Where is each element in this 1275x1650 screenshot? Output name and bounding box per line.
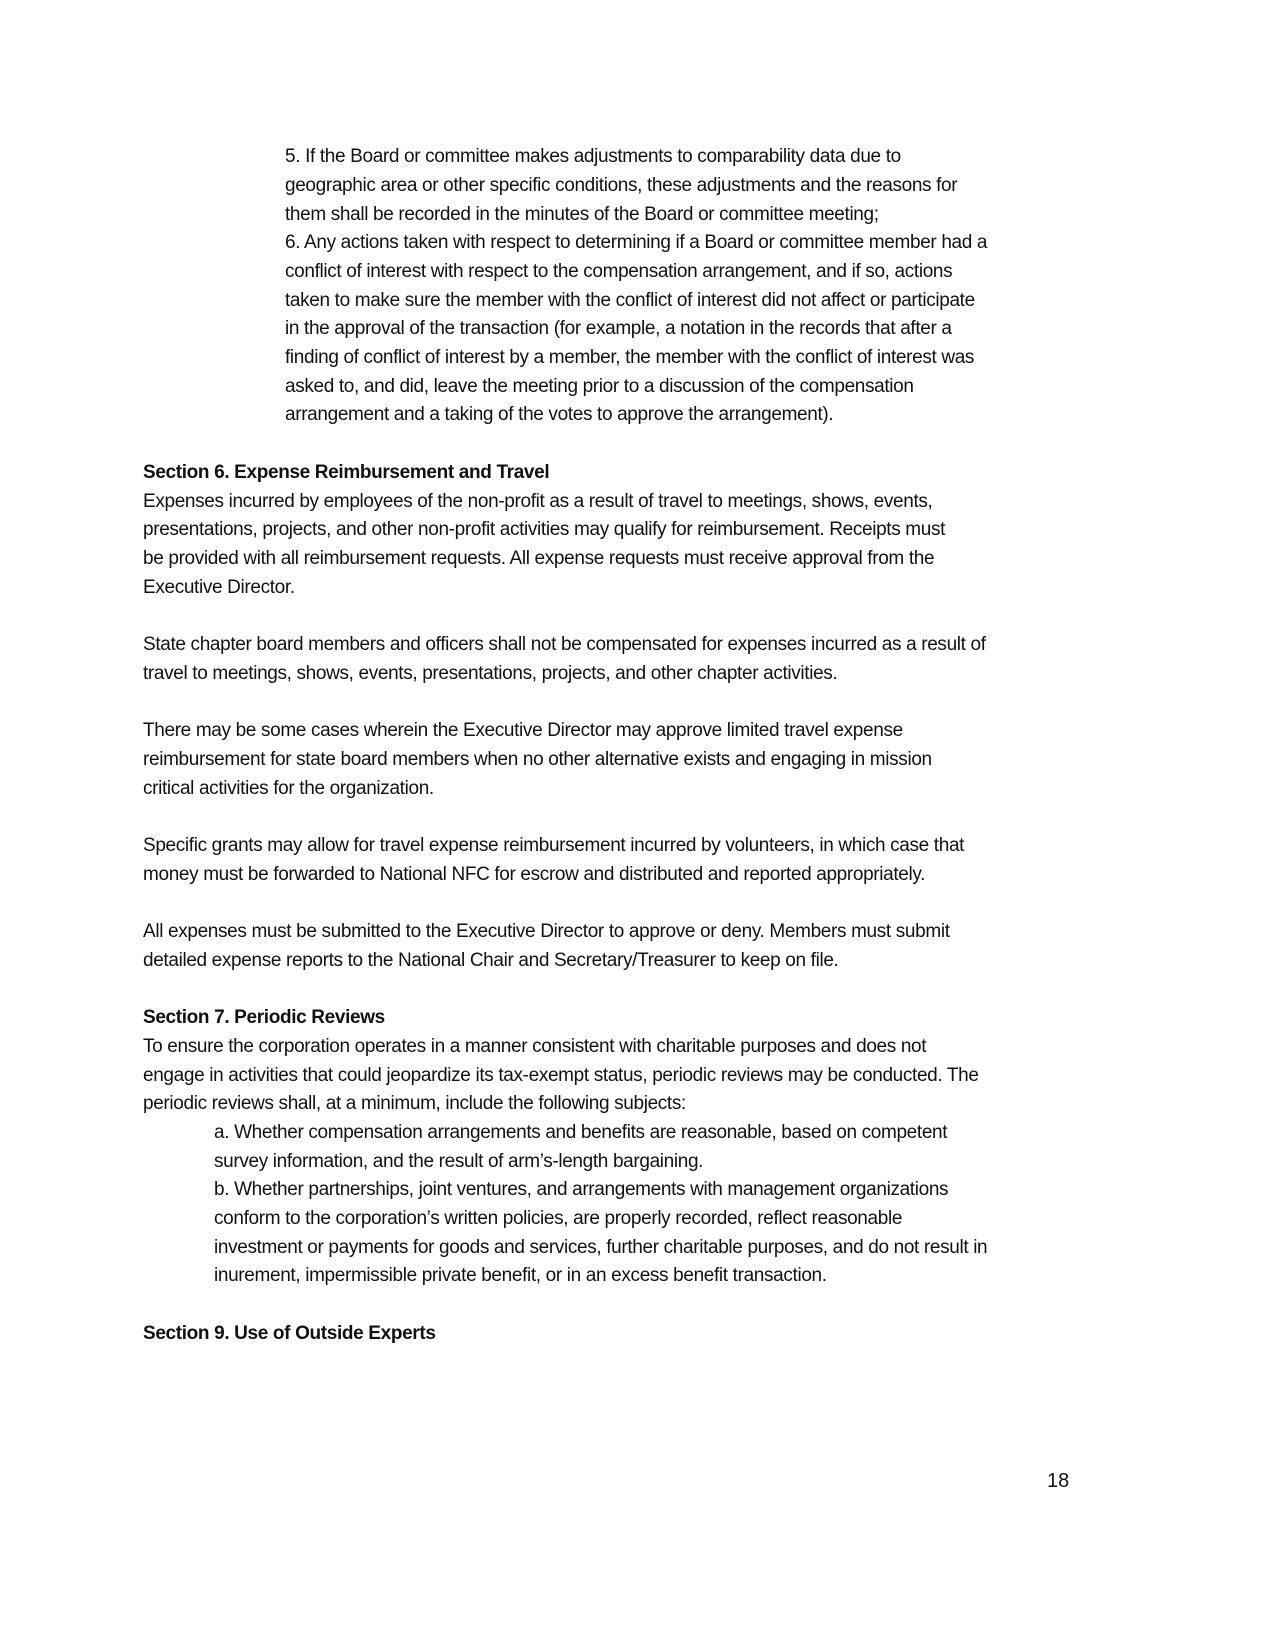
item5-line: geographic area or other specific conditions, these adjustments and the reasons for — [285, 175, 958, 196]
section7-heading: Section 7. Periodic Reviews — [143, 1007, 385, 1028]
item6-line: conflict of interest with respect to the compensation arrangement, and if so, actions — [285, 261, 953, 282]
section7-intro-line: engage in activities that could jeopardize its tax-exempt status, periodic reviews may be conducted. The — [143, 1065, 979, 1086]
section6-p4-line: Specific grants may allow for travel expense reimbursement incurred by volunteers, in which case that — [143, 835, 965, 856]
section6-p3-line: critical activities for the organization. — [143, 778, 434, 799]
section7-item-b-line: conform to the corporation’s written policies, are properly recorded, reflect reasonable — [214, 1208, 903, 1229]
section7-item-a-line: a. Whether compensation arrangements and benefits are reasonable, based on competent — [214, 1122, 948, 1143]
section9-heading: Section 9. Use of Outside Experts — [143, 1323, 436, 1344]
section6-p1-line: presentations, projects, and other non-profit activities may qualify for reimbursement. Receipts must — [143, 519, 946, 540]
section7-item-b-line: investment or payments for goods and services, further charitable purposes, and do not result in — [214, 1237, 988, 1258]
section7-intro-line: To ensure the corporation operates in a manner consistent with charitable purposes and does not — [143, 1036, 927, 1057]
section6-p5-line: detailed expense reports to the National Chair and Secretary/Treasurer to keep on file. — [143, 950, 839, 971]
section7-item-b-line: inurement, impermissible private benefit, or in an excess benefit transaction. — [214, 1265, 827, 1286]
section6-p3-line: There may be some cases wherein the Executive Director may approve limited travel expense — [143, 720, 903, 741]
section6-p4-line: money must be forwarded to National NFC for escrow and distributed and reported appropriately. — [143, 864, 926, 885]
section6-p1-line: Executive Director. — [143, 577, 295, 598]
page-number: 18 — [1047, 1470, 1070, 1492]
section6-p1-line: Expenses incurred by employees of the non-profit as a result of travel to meetings, shows, events, — [143, 491, 933, 512]
section6-p2-line: State chapter board members and officers shall not be compensated for expenses incurred as a result of — [143, 634, 986, 655]
section6-p1-line: be provided with all reimbursement requests. All expense requests must receive approval from the — [143, 548, 935, 569]
item6-line: in the approval of the transaction (for example, a notation in the records that after a — [285, 318, 952, 339]
item6-line: asked to, and did, leave the meeting prior to a discussion of the compensation — [285, 376, 914, 397]
section6-p5-line: All expenses must be submitted to the Executive Director to approve or deny. Members must submit — [143, 921, 950, 942]
section6-p3-line: reimbursement for state board members when no other alternative exists and engaging in mission — [143, 749, 932, 770]
section6-p2-line: travel to meetings, shows, events, presentations, projects, and other chapter activities. — [143, 663, 838, 684]
item5-line: 5. If the Board or committee makes adjustments to comparability data due to — [285, 146, 901, 167]
section6-heading: Section 6. Expense Reimbursement and Travel — [143, 462, 550, 483]
section7-intro-line: periodic reviews shall, at a minimum, include the following subjects: — [143, 1093, 686, 1114]
section7-item-a-line: survey information, and the result of arm’s-length bargaining. — [214, 1151, 704, 1172]
item6-line: taken to make sure the member with the conflict of interest did not affect or participate — [285, 290, 975, 311]
item5-line: them shall be recorded in the minutes of the Board or committee meeting; — [285, 204, 879, 225]
section7-item-b-line: b. Whether partnerships, joint ventures, and arrangements with management organizations — [214, 1179, 949, 1200]
item6-line: finding of conflict of interest by a member, the member with the conflict of interest was — [285, 347, 975, 368]
item6-line: arrangement and a taking of the votes to approve the arrangement). — [285, 404, 834, 425]
item6-line: 6. Any actions taken with respect to determining if a Board or committee member had a — [285, 232, 988, 253]
